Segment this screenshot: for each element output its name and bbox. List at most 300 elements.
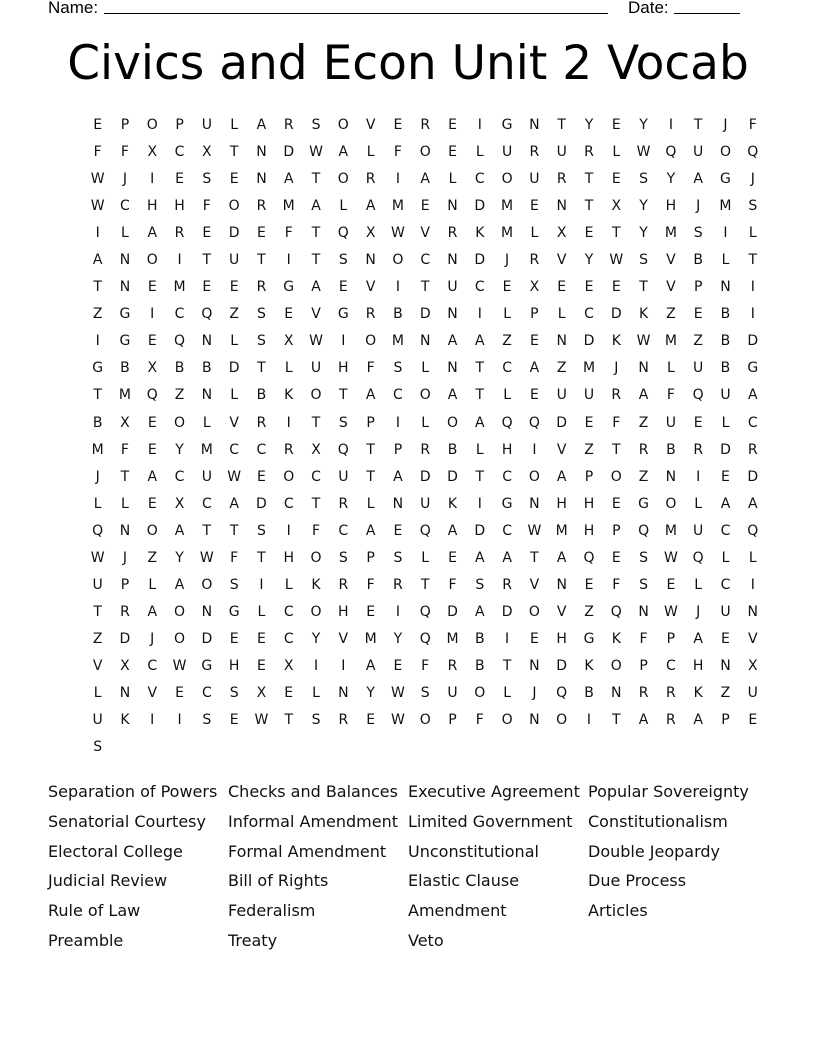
grid-letter[interactable]: W (636, 144, 651, 161)
grid-letter[interactable]: N (556, 198, 567, 215)
grid-letter[interactable]: O (528, 468, 540, 485)
grid-letter[interactable]: E (584, 279, 594, 296)
grid-letter[interactable]: L (530, 225, 539, 242)
grid-letter[interactable]: C (393, 387, 403, 404)
grid-letter[interactable]: L (503, 306, 511, 323)
grid-letter[interactable]: M (664, 522, 677, 539)
grid-letter[interactable]: A (447, 333, 458, 350)
grid-letter[interactable]: E (175, 171, 184, 188)
grid-letter[interactable]: L (475, 441, 484, 458)
grid-letter[interactable]: W (227, 468, 242, 485)
grid-letter[interactable]: A (92, 252, 103, 269)
grid-letter[interactable]: P (120, 117, 130, 133)
grid-letter[interactable]: R (338, 576, 349, 593)
grid-letter[interactable]: M (501, 225, 514, 242)
grid-letter[interactable]: Z (584, 441, 594, 458)
grid-letter[interactable]: J (696, 603, 701, 620)
grid-letter[interactable]: R (120, 603, 130, 620)
grid-letter[interactable]: A (311, 198, 321, 215)
grid-letter[interactable]: R (420, 441, 431, 458)
grid-letter[interactable]: I (505, 630, 510, 647)
grid-letter[interactable]: H (338, 360, 349, 377)
grid-letter[interactable]: A (529, 360, 540, 377)
grid-letter[interactable]: R (611, 387, 622, 404)
grid-letter[interactable]: Y (639, 198, 648, 215)
grid-letter[interactable]: X (283, 333, 294, 350)
grid-letter[interactable]: A (638, 387, 649, 404)
grid-letter[interactable]: D (720, 441, 731, 458)
grid-letter[interactable]: F (393, 144, 402, 161)
grid-letter[interactable]: A (147, 468, 158, 485)
grid-letter[interactable]: D (583, 333, 595, 350)
grid-letter[interactable]: H (146, 198, 158, 215)
grid-letter[interactable]: L (339, 198, 348, 215)
grid-letter[interactable]: O (501, 712, 513, 729)
grid-letter[interactable]: E (584, 576, 594, 593)
grid-letter[interactable]: C (229, 441, 240, 458)
grid-letter[interactable]: G (638, 495, 650, 512)
grid-letter[interactable]: B (393, 306, 403, 323)
grid-letter[interactable]: U (92, 576, 103, 593)
grid-letter[interactable]: T (612, 712, 621, 729)
grid-letter[interactable]: S (229, 684, 239, 701)
grid-letter[interactable]: Q (528, 414, 540, 431)
grid-letter[interactable]: X (174, 495, 185, 512)
grid-letter[interactable]: E (693, 414, 703, 431)
grid-letter[interactable]: Q (501, 414, 513, 431)
grid-letter[interactable]: T (257, 549, 266, 566)
grid-letter[interactable]: Z (638, 468, 649, 485)
grid-letter[interactable]: D (447, 468, 458, 485)
grid-letter[interactable]: Q (146, 387, 158, 404)
grid-letter[interactable]: T (229, 144, 239, 161)
grid-letter[interactable]: W (90, 198, 105, 215)
grid-letter[interactable]: G (92, 360, 104, 377)
grid-letter[interactable]: P (366, 549, 375, 566)
grid-letter[interactable]: F (748, 117, 757, 133)
grid-letter[interactable]: Z (174, 387, 185, 404)
grid-letter[interactable]: F (639, 630, 648, 647)
grid-letter[interactable]: J (750, 171, 755, 188)
grid-letter[interactable]: Q (638, 522, 650, 539)
grid-letter[interactable]: T (257, 360, 266, 377)
grid-letter[interactable]: L (448, 171, 457, 188)
grid-letter[interactable]: X (147, 360, 158, 377)
grid-letter[interactable]: L (421, 549, 430, 566)
grid-letter[interactable]: A (475, 603, 485, 620)
grid-letter[interactable]: A (502, 549, 512, 566)
grid-letter[interactable]: U (201, 468, 212, 485)
grid-letter[interactable]: A (311, 279, 321, 296)
grid-letter[interactable]: R (666, 712, 676, 729)
grid-letter[interactable]: C (502, 468, 512, 485)
grid-letter[interactable]: I (477, 117, 482, 133)
grid-letter[interactable]: P (721, 712, 730, 729)
grid-letter[interactable]: L (721, 549, 730, 566)
grid-letter[interactable]: K (611, 630, 621, 647)
grid-letter[interactable]: T (693, 117, 703, 133)
grid-letter[interactable]: F (612, 576, 621, 593)
grid-letter[interactable]: A (747, 387, 758, 404)
grid-letter[interactable]: S (639, 576, 649, 593)
grid-letter[interactable]: Q (692, 549, 704, 566)
grid-letter[interactable]: M (91, 441, 104, 458)
grid-letter[interactable]: S (420, 684, 430, 701)
grid-letter[interactable]: C (283, 495, 294, 512)
grid-letter[interactable]: F (120, 441, 129, 458)
grid-letter[interactable]: A (256, 117, 267, 133)
grid-letter[interactable]: D (201, 630, 213, 647)
grid-letter[interactable]: R (256, 414, 267, 431)
grid-letter[interactable]: A (693, 630, 703, 647)
grid-letter[interactable]: W (390, 225, 405, 242)
grid-letter[interactable]: U (693, 144, 704, 161)
grid-letter[interactable]: N (119, 252, 131, 269)
grid-letter[interactable]: F (448, 576, 457, 593)
grid-letter[interactable]: P (393, 441, 403, 458)
grid-letter[interactable]: E (693, 306, 703, 323)
grid-letter[interactable]: A (693, 712, 703, 729)
grid-letter[interactable]: H (283, 549, 294, 566)
grid-letter[interactable]: R (666, 684, 676, 701)
grid-letter[interactable]: P (448, 712, 457, 729)
grid-letter[interactable]: I (177, 712, 182, 729)
grid-letter[interactable]: I (286, 414, 291, 431)
grid-letter[interactable]: A (447, 387, 458, 404)
grid-letter[interactable]: R (283, 117, 294, 133)
grid-letter[interactable]: L (312, 684, 320, 701)
grid-letter[interactable]: U (201, 117, 212, 133)
grid-letter[interactable]: O (419, 387, 431, 404)
grid-letter[interactable]: Q (419, 522, 431, 539)
grid-letter[interactable]: N (665, 468, 677, 485)
grid-letter[interactable]: N (747, 603, 759, 620)
grid-letter[interactable]: T (530, 549, 539, 566)
grid-letter[interactable]: Y (584, 252, 594, 269)
grid-letter[interactable]: H (692, 657, 704, 674)
grid-letter[interactable]: S (202, 171, 212, 188)
grid-letter[interactable]: A (720, 495, 731, 512)
grid-letter[interactable]: U (556, 387, 567, 404)
grid-letter[interactable]: B (447, 441, 458, 458)
grid-letter[interactable]: D (556, 414, 568, 431)
grid-letter[interactable]: X (311, 441, 321, 458)
grid-letter[interactable]: C (747, 414, 758, 431)
grid-letter[interactable]: P (120, 576, 130, 593)
grid-letter[interactable]: G (119, 306, 131, 323)
grid-letter[interactable]: Y (175, 549, 184, 566)
grid-letter[interactable]: Q (201, 306, 213, 323)
grid-letter[interactable]: I (150, 712, 155, 729)
grid-letter[interactable]: T (557, 117, 566, 133)
grid-letter[interactable]: M (118, 387, 131, 404)
grid-letter[interactable]: V (666, 252, 676, 269)
grid-letter[interactable]: E (175, 684, 184, 701)
grid-letter[interactable]: P (666, 630, 676, 647)
grid-letter[interactable]: Q (665, 144, 677, 161)
grid-letter[interactable]: R (638, 684, 649, 701)
grid-letter[interactable]: U (529, 171, 540, 188)
grid-letter[interactable]: E (748, 712, 758, 729)
grid-letter[interactable]: M (200, 441, 213, 458)
grid-letter[interactable]: I (395, 414, 400, 431)
grid-letter[interactable]: O (337, 117, 349, 133)
grid-letter[interactable]: X (529, 279, 540, 296)
grid-letter[interactable]: T (93, 603, 102, 620)
grid-letter[interactable]: R (365, 306, 376, 323)
grid-letter[interactable]: L (748, 549, 757, 566)
grid-letter[interactable]: E (229, 630, 239, 647)
grid-letter[interactable]: B (475, 657, 485, 674)
grid-letter[interactable]: B (120, 360, 130, 377)
grid-letter[interactable]: V (420, 225, 430, 242)
grid-letter[interactable]: R (747, 441, 758, 458)
grid-letter[interactable]: L (121, 225, 129, 242)
grid-letter[interactable]: S (639, 252, 649, 269)
grid-letter[interactable]: F (366, 576, 375, 593)
grid-letter[interactable]: S (475, 576, 485, 593)
grid-letter[interactable]: B (202, 360, 212, 377)
grid-letter[interactable]: P (693, 279, 703, 296)
grid-letter[interactable]: C (720, 576, 731, 593)
grid-letter[interactable]: T (93, 279, 102, 296)
grid-letter[interactable]: F (366, 360, 375, 377)
grid-letter[interactable]: H (556, 630, 567, 647)
grid-letter[interactable]: Q (747, 522, 759, 539)
grid-letter[interactable]: I (696, 468, 701, 485)
grid-letter[interactable]: C (311, 468, 321, 485)
grid-letter[interactable]: T (120, 468, 130, 485)
grid-letter[interactable]: R (338, 495, 349, 512)
grid-letter[interactable]: G (501, 117, 513, 133)
grid-letter[interactable]: I (150, 171, 155, 188)
grid-letter[interactable]: I (395, 171, 400, 188)
grid-letter[interactable]: I (750, 279, 755, 296)
grid-letter[interactable]: N (201, 603, 213, 620)
grid-letter[interactable]: E (420, 198, 430, 215)
grid-letter[interactable]: W (309, 333, 323, 350)
grid-letter[interactable]: K (611, 333, 621, 350)
grid-letter[interactable]: B (256, 387, 267, 404)
grid-letter[interactable]: Q (556, 684, 568, 701)
grid-letter[interactable]: A (638, 712, 649, 729)
grid-letter[interactable]: O (365, 333, 377, 350)
grid-letter[interactable]: S (311, 117, 321, 133)
grid-letter[interactable]: Q (747, 144, 759, 161)
grid-letter[interactable]: E (529, 630, 539, 647)
grid-letter[interactable]: I (668, 117, 673, 133)
grid-letter[interactable]: E (366, 712, 376, 729)
grid-letter[interactable]: C (147, 657, 158, 674)
grid-letter[interactable]: P (530, 306, 539, 323)
grid-letter[interactable]: L (257, 603, 266, 620)
grid-letter[interactable]: E (611, 117, 621, 133)
date-blank-line[interactable] (674, 13, 740, 14)
grid-letter[interactable]: E (611, 495, 621, 512)
grid-letter[interactable]: S (338, 549, 348, 566)
grid-letter[interactable]: I (286, 252, 291, 269)
grid-letter[interactable]: M (582, 360, 596, 377)
grid-letter[interactable]: T (202, 522, 212, 539)
grid-letter[interactable]: F (120, 144, 129, 161)
grid-letter[interactable]: H (665, 198, 677, 215)
grid-letter[interactable]: E (229, 279, 239, 296)
grid-letter[interactable]: T (612, 441, 621, 458)
grid-letter[interactable]: P (612, 522, 621, 539)
grid-letter[interactable]: D (474, 198, 486, 215)
grid-letter[interactable]: L (421, 414, 430, 431)
grid-letter[interactable]: N (119, 522, 131, 539)
grid-letter[interactable]: D (610, 306, 622, 323)
grid-letter[interactable]: I (586, 712, 592, 729)
grid-letter[interactable]: J (696, 198, 701, 215)
grid-letter[interactable]: H (556, 495, 567, 512)
grid-letter[interactable]: L (202, 414, 211, 431)
grid-letter[interactable]: O (174, 414, 186, 431)
grid-letter[interactable]: O (146, 522, 158, 539)
grid-letter[interactable]: Q (583, 549, 595, 566)
grid-letter[interactable]: L (148, 576, 157, 593)
grid-letter[interactable]: T (311, 252, 321, 269)
grid-letter[interactable]: H (501, 441, 513, 458)
grid-letter[interactable]: U (720, 387, 731, 404)
grid-letter[interactable]: U (720, 603, 731, 620)
grid-letter[interactable]: S (202, 712, 212, 729)
grid-letter[interactable]: L (230, 333, 239, 350)
grid-letter[interactable]: I (259, 576, 264, 593)
grid-letter[interactable]: N (447, 360, 458, 377)
grid-letter[interactable]: S (393, 360, 403, 377)
grid-letter[interactable]: Y (584, 117, 594, 133)
grid-letter[interactable]: T (475, 468, 485, 485)
grid-letter[interactable]: M (446, 630, 459, 647)
grid-letter[interactable]: J (122, 549, 128, 566)
grid-letter[interactable]: S (639, 549, 649, 566)
grid-letter[interactable]: E (611, 171, 621, 188)
grid-letter[interactable]: F (666, 387, 675, 404)
grid-letter[interactable]: E (611, 549, 621, 566)
grid-letter[interactable]: Q (92, 522, 104, 539)
grid-letter[interactable]: E (584, 225, 594, 242)
grid-letter[interactable]: T (475, 387, 485, 404)
grid-letter[interactable]: L (93, 684, 102, 701)
grid-letter[interactable]: C (502, 522, 512, 539)
grid-letter[interactable]: Z (638, 414, 649, 431)
grid-letter[interactable]: O (610, 657, 622, 674)
grid-letter[interactable]: R (447, 225, 458, 242)
grid-letter[interactable]: D (501, 603, 513, 620)
grid-letter[interactable]: L (421, 360, 430, 377)
grid-letter[interactable]: B (720, 360, 731, 377)
grid-letter[interactable]: E (257, 225, 266, 242)
grid-letter[interactable]: B (92, 414, 103, 431)
grid-letter[interactable]: Q (419, 603, 431, 620)
grid-letter[interactable]: E (202, 279, 212, 296)
grid-letter[interactable]: V (338, 630, 349, 647)
grid-letter[interactable]: T (284, 712, 293, 729)
grid-letter[interactable]: J (122, 171, 128, 188)
grid-letter[interactable]: M (664, 333, 677, 350)
grid-letter[interactable]: A (147, 603, 158, 620)
grid-letter[interactable]: Z (556, 360, 567, 377)
grid-letter[interactable]: K (693, 684, 703, 701)
grid-letter[interactable]: L (612, 144, 621, 161)
grid-letter[interactable]: R (393, 576, 403, 593)
grid-letter[interactable]: N (447, 198, 458, 215)
grid-letter[interactable]: O (419, 144, 431, 161)
grid-letter[interactable]: L (121, 495, 129, 512)
grid-letter[interactable]: D (119, 630, 131, 647)
grid-letter[interactable]: U (310, 360, 322, 377)
grid-letter[interactable]: C (338, 522, 349, 539)
grid-letter[interactable]: C (201, 684, 212, 701)
grid-letter[interactable]: L (230, 117, 239, 133)
grid-letter[interactable]: E (448, 117, 457, 133)
grid-letter[interactable]: E (502, 279, 512, 296)
grid-letter[interactable]: O (310, 603, 322, 620)
grid-letter[interactable]: L (475, 144, 484, 161)
grid-letter[interactable]: U (693, 360, 704, 377)
grid-letter[interactable]: W (390, 684, 405, 701)
grid-letter[interactable]: H (583, 522, 595, 539)
grid-letter[interactable]: Y (366, 684, 375, 701)
grid-letter[interactable]: K (638, 306, 649, 323)
grid-letter[interactable]: E (147, 414, 157, 431)
grid-letter[interactable]: O (174, 603, 186, 620)
grid-letter[interactable]: C (174, 144, 185, 161)
grid-letter[interactable]: M (719, 198, 732, 215)
grid-letter[interactable]: U (583, 387, 595, 404)
grid-letter[interactable]: C (502, 360, 512, 377)
grid-letter[interactable]: J (723, 117, 728, 133)
grid-letter[interactable]: R (447, 657, 458, 674)
grid-letter[interactable]: D (747, 333, 759, 350)
grid-letter[interactable]: M (391, 198, 404, 215)
grid-letter[interactable]: D (419, 468, 431, 485)
grid-letter[interactable]: V (311, 306, 321, 323)
grid-letter[interactable]: E (93, 117, 103, 133)
grid-letter[interactable]: V (147, 684, 158, 701)
grid-letter[interactable]: J (614, 360, 619, 377)
grid-letter[interactable]: F (475, 712, 484, 729)
grid-letter[interactable]: C (283, 630, 294, 647)
grid-letter[interactable]: R (420, 117, 431, 133)
grid-letter[interactable]: S (256, 306, 266, 323)
grid-letter[interactable]: J (95, 468, 100, 485)
grid-letter[interactable]: C (474, 171, 485, 188)
grid-letter[interactable]: Z (502, 333, 512, 350)
grid-letter[interactable]: E (393, 657, 403, 674)
grid-letter[interactable]: T (366, 468, 375, 485)
grid-letter[interactable]: L (366, 144, 375, 161)
grid-letter[interactable]: V (556, 441, 567, 458)
grid-letter[interactable]: C (665, 657, 676, 674)
grid-letter[interactable]: P (584, 468, 594, 485)
grid-letter[interactable]: N (119, 279, 131, 296)
grid-letter[interactable]: T (229, 522, 239, 539)
grid-letter[interactable]: L (721, 252, 730, 269)
grid-letter[interactable]: I (750, 306, 755, 323)
grid-letter[interactable]: W (390, 712, 405, 729)
grid-letter[interactable]: I (477, 306, 482, 323)
grid-letter[interactable]: C (201, 495, 212, 512)
grid-letter[interactable]: G (283, 279, 295, 296)
grid-letter[interactable]: M (555, 522, 568, 539)
grid-letter[interactable]: D (228, 360, 240, 377)
grid-letter[interactable]: R (174, 225, 185, 242)
grid-letter[interactable]: L (721, 414, 730, 431)
grid-letter[interactable]: Q (337, 225, 349, 242)
